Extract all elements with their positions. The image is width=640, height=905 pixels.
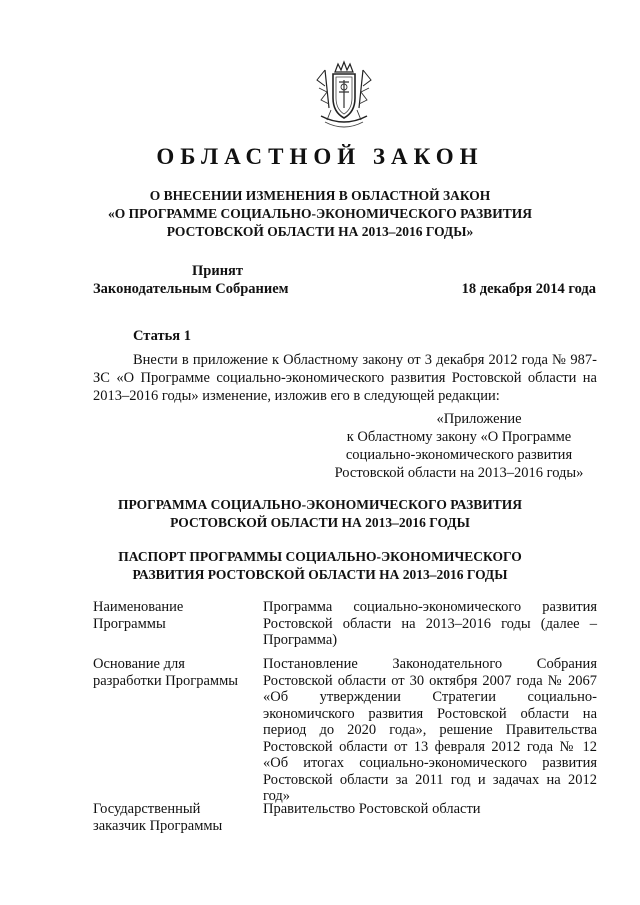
appendix-line: Ростовской области на 2013–2016 годы» bbox=[334, 465, 584, 481]
law-subtitle bbox=[80, 187, 560, 241]
appendix-line: к Областному закону «О Программе bbox=[346, 429, 572, 445]
passport-row-label: Основание для разработки Программы bbox=[93, 656, 238, 689]
subtitle-line: «О ПРОГРАММЕ СОЦИАЛЬНО-ЭКОНОМИЧЕСКОГО РАЗВИТИЯ bbox=[108, 206, 532, 221]
program-heading bbox=[80, 496, 560, 532]
program-heading-line: РОСТОВСКОЙ ОБЛАСТИ НА 2013–2016 ГОДЫ bbox=[170, 515, 470, 530]
appendix-line: социально-экономического развития bbox=[345, 447, 573, 463]
article-heading: Статья 1 bbox=[133, 328, 191, 344]
adopted-label: Принят bbox=[192, 263, 244, 279]
adopted-by-label: Законодательным Собранием bbox=[93, 281, 289, 297]
passport-heading bbox=[80, 548, 560, 584]
article-paragraph: Внести в приложение к Областному закону от 3 декабря 2012 года № 987-ЗС «О Программе социально-экономического развития Ростовской области на 2013–2016 годы» изменение, изложив его в следующей редакции: bbox=[93, 352, 597, 404]
program-heading-line: ПРОГРАММА СОЦИАЛЬНО-ЭКОНОМИЧЕСКОГО РАЗВИТИЯ bbox=[117, 497, 523, 512]
subtitle-line: О ВНЕСЕНИИ ИЗМЕНЕНИЯ В ОБЛАСТНОЙ ЗАКОН bbox=[149, 188, 491, 203]
passport-row-label: Государственный заказчик Программы bbox=[93, 801, 223, 834]
document-title: ОБЛАСТНОЙ ЗАКОН bbox=[156, 144, 484, 169]
subtitle-line: РОСТОВСКОЙ ОБЛАСТИ НА 2013–2016 ГОДЫ» bbox=[166, 224, 474, 239]
appendix-line: «Приложение bbox=[436, 411, 522, 427]
adoption-date: 18 декабря 2014 года bbox=[461, 281, 596, 297]
passport-row-value: Правительство Ростовской области bbox=[263, 801, 481, 817]
passport-row-label: Наименование Программы bbox=[93, 599, 184, 632]
passport-heading-line: ПАСПОРТ ПРОГРАММЫ СОЦИАЛЬНО-ЭКОНОМИЧЕСКОГО bbox=[118, 549, 522, 564]
appendix-reference bbox=[318, 410, 600, 482]
passport-row-value: Программа социально-экономического развития Ростовской области на 2013–2016 годы (далее – Программа) bbox=[263, 599, 597, 648]
regional-coat-of-arms-icon bbox=[305, 58, 383, 136]
passport-heading-line: РАЗВИТИЯ РОСТОВСКОЙ ОБЛАСТИ НА 2013–2016 ГОДЫ bbox=[132, 567, 508, 582]
passport-row-value: Постановление Законодательного Собрания Ростовской области от 30 октября 2007 года № 2067 «Об утверждении Стратегии социально-экономичского развития Ростовской области на период до 2020 года», решение Правительства Ростовской области от 13 февраля 2012 года № 12 «Об итогах социально-экономического развития Ростовской области за 2011 год и задачах на 2012 год» bbox=[263, 656, 597, 804]
